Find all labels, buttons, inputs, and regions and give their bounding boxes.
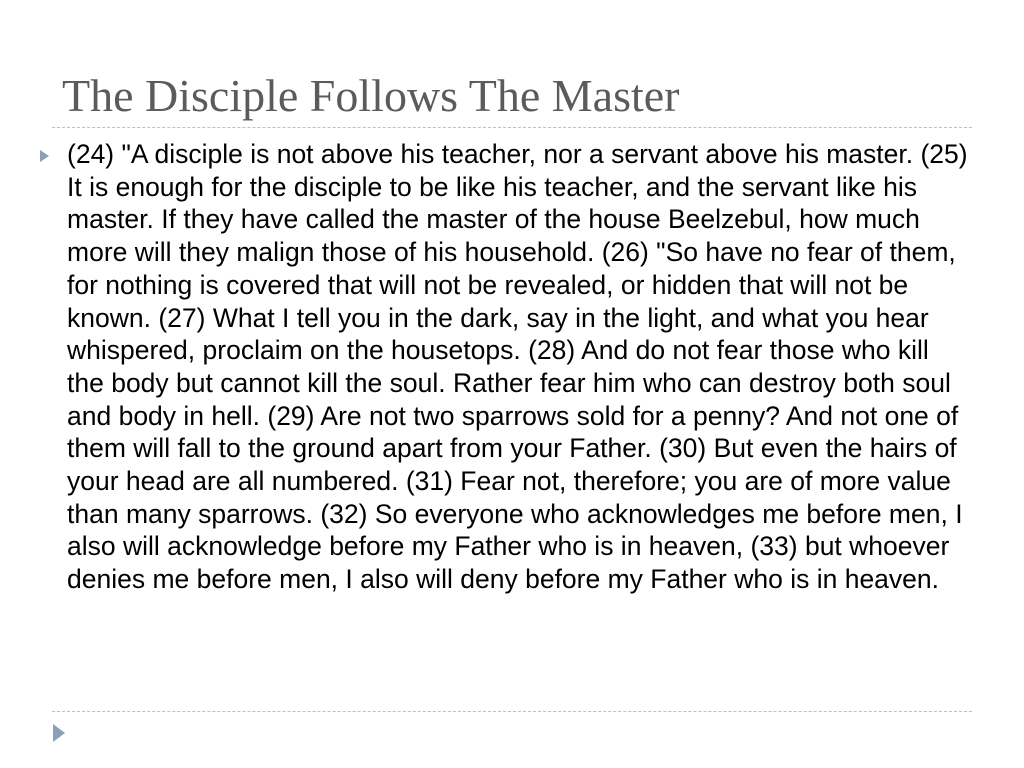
triangle-bullet-icon (40, 150, 49, 162)
next-slide-icon[interactable] (53, 724, 65, 742)
slide-title: The Disciple Follows The Master (62, 70, 680, 121)
title-divider (52, 127, 972, 128)
footer-divider (52, 711, 972, 712)
bullet-text: (24) "A disciple is not above his teacher, nor a servant above his master. (25) It is enough for the disciple to be like his teacher, and the servant like his master. If they have called the master of the house Beelzebul, how much more will they malign those of his household. (26) "So have no fear of them, for nothing is covered that will not be revealed, or hidden that will not be known. (27) What I tell you in the dark, say in the light, and what you hear whispered, proclaim on the housetops. (28) And do not fear those who kill the body but cannot kill the soul. Rather fear him who can destroy both soul and body in hell. (29) Are not two sparrows sold for a penny? And not one of them will fall to the ground apart from your Father. (30) But even the hairs of your head are all numbered. (31) Fear not, therefore; you are of more value than many sparrows. (32) So everyone who acknowledges me before men, I also will acknowledge before my Father who is in heaven, (33) but whoever denies me before men, I also will deny before my Father who is in heaven. (67, 139, 968, 595)
